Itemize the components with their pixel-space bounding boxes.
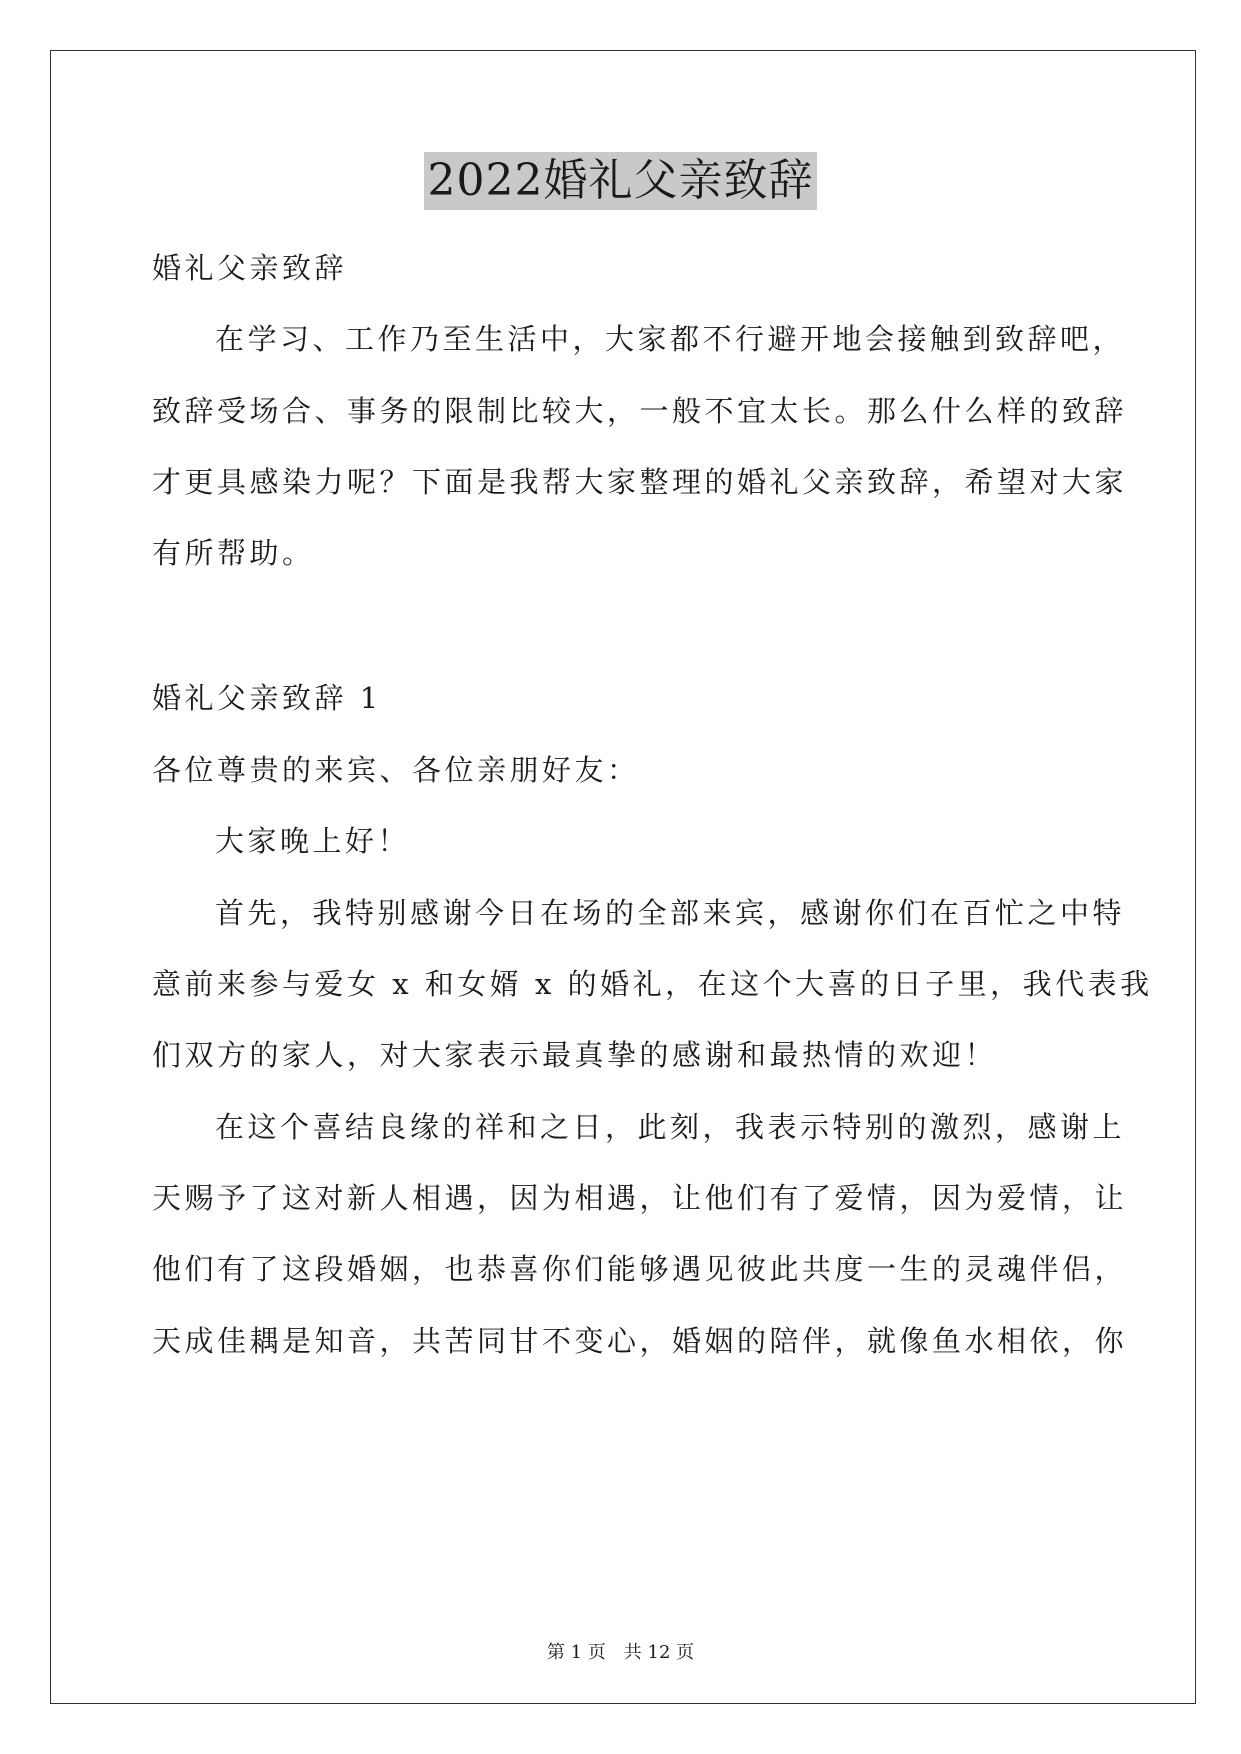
paragraph-line: 他们有了这段婚姻，也恭喜你们能够遇见彼此共度一生的灵魂伴侣， — [152, 1252, 1128, 1286]
intro-line: 才更具感染力呢？下面是我帮大家整理的婚礼父亲致辞，希望对大家 — [152, 465, 1128, 499]
intro-line: 致辞受场合、事务的限制比较大，一般不宜太长。那么什么样的致辞 — [152, 394, 1128, 428]
intro-line: 在学习、工作乃至生活中，大家都不行避开地会接触到致辞吧， — [215, 322, 1126, 356]
paragraph-line: 们双方的家人，对大家表示最真挚的感谢和最热情的欢迎！ — [152, 1038, 998, 1072]
document-title: 2022婚礼父亲致辞 — [424, 152, 818, 210]
paragraph-line: 首先，我特别感谢今日在场的全部来宾，感谢你们在百忙之中特 — [215, 896, 1126, 930]
salutation: 各位尊贵的来宾、各位亲朋好友： — [152, 753, 640, 787]
paragraph-line: 天赐予了这对新人相遇，因为相遇，让他们有了爱情，因为爱情，让 — [152, 1181, 1128, 1215]
title-container — [0, 152, 1241, 210]
paragraph-line: 意前来参与爱女 x 和女婿 x 的婚礼，在这个大喜的日子里，我代表我 — [152, 967, 1153, 1001]
page-border — [50, 50, 1196, 1704]
paragraph-line: 天成佳耦是知音，共苦同甘不变心，婚姻的陪伴，就像鱼水相依，你 — [152, 1324, 1128, 1358]
subtitle: 婚礼父亲致辞 — [152, 251, 348, 285]
page-number-footer: 第 1 页 共 12 页 — [546, 1642, 695, 1663]
paragraph-line: 在这个喜结良缘的祥和之日，此刻，我表示特别的激烈，感谢上 — [215, 1110, 1126, 1144]
intro-line: 有所帮助。 — [152, 536, 315, 570]
greeting: 大家晚上好！ — [215, 824, 411, 858]
section-heading: 婚礼父亲致辞 1 — [152, 681, 382, 715]
